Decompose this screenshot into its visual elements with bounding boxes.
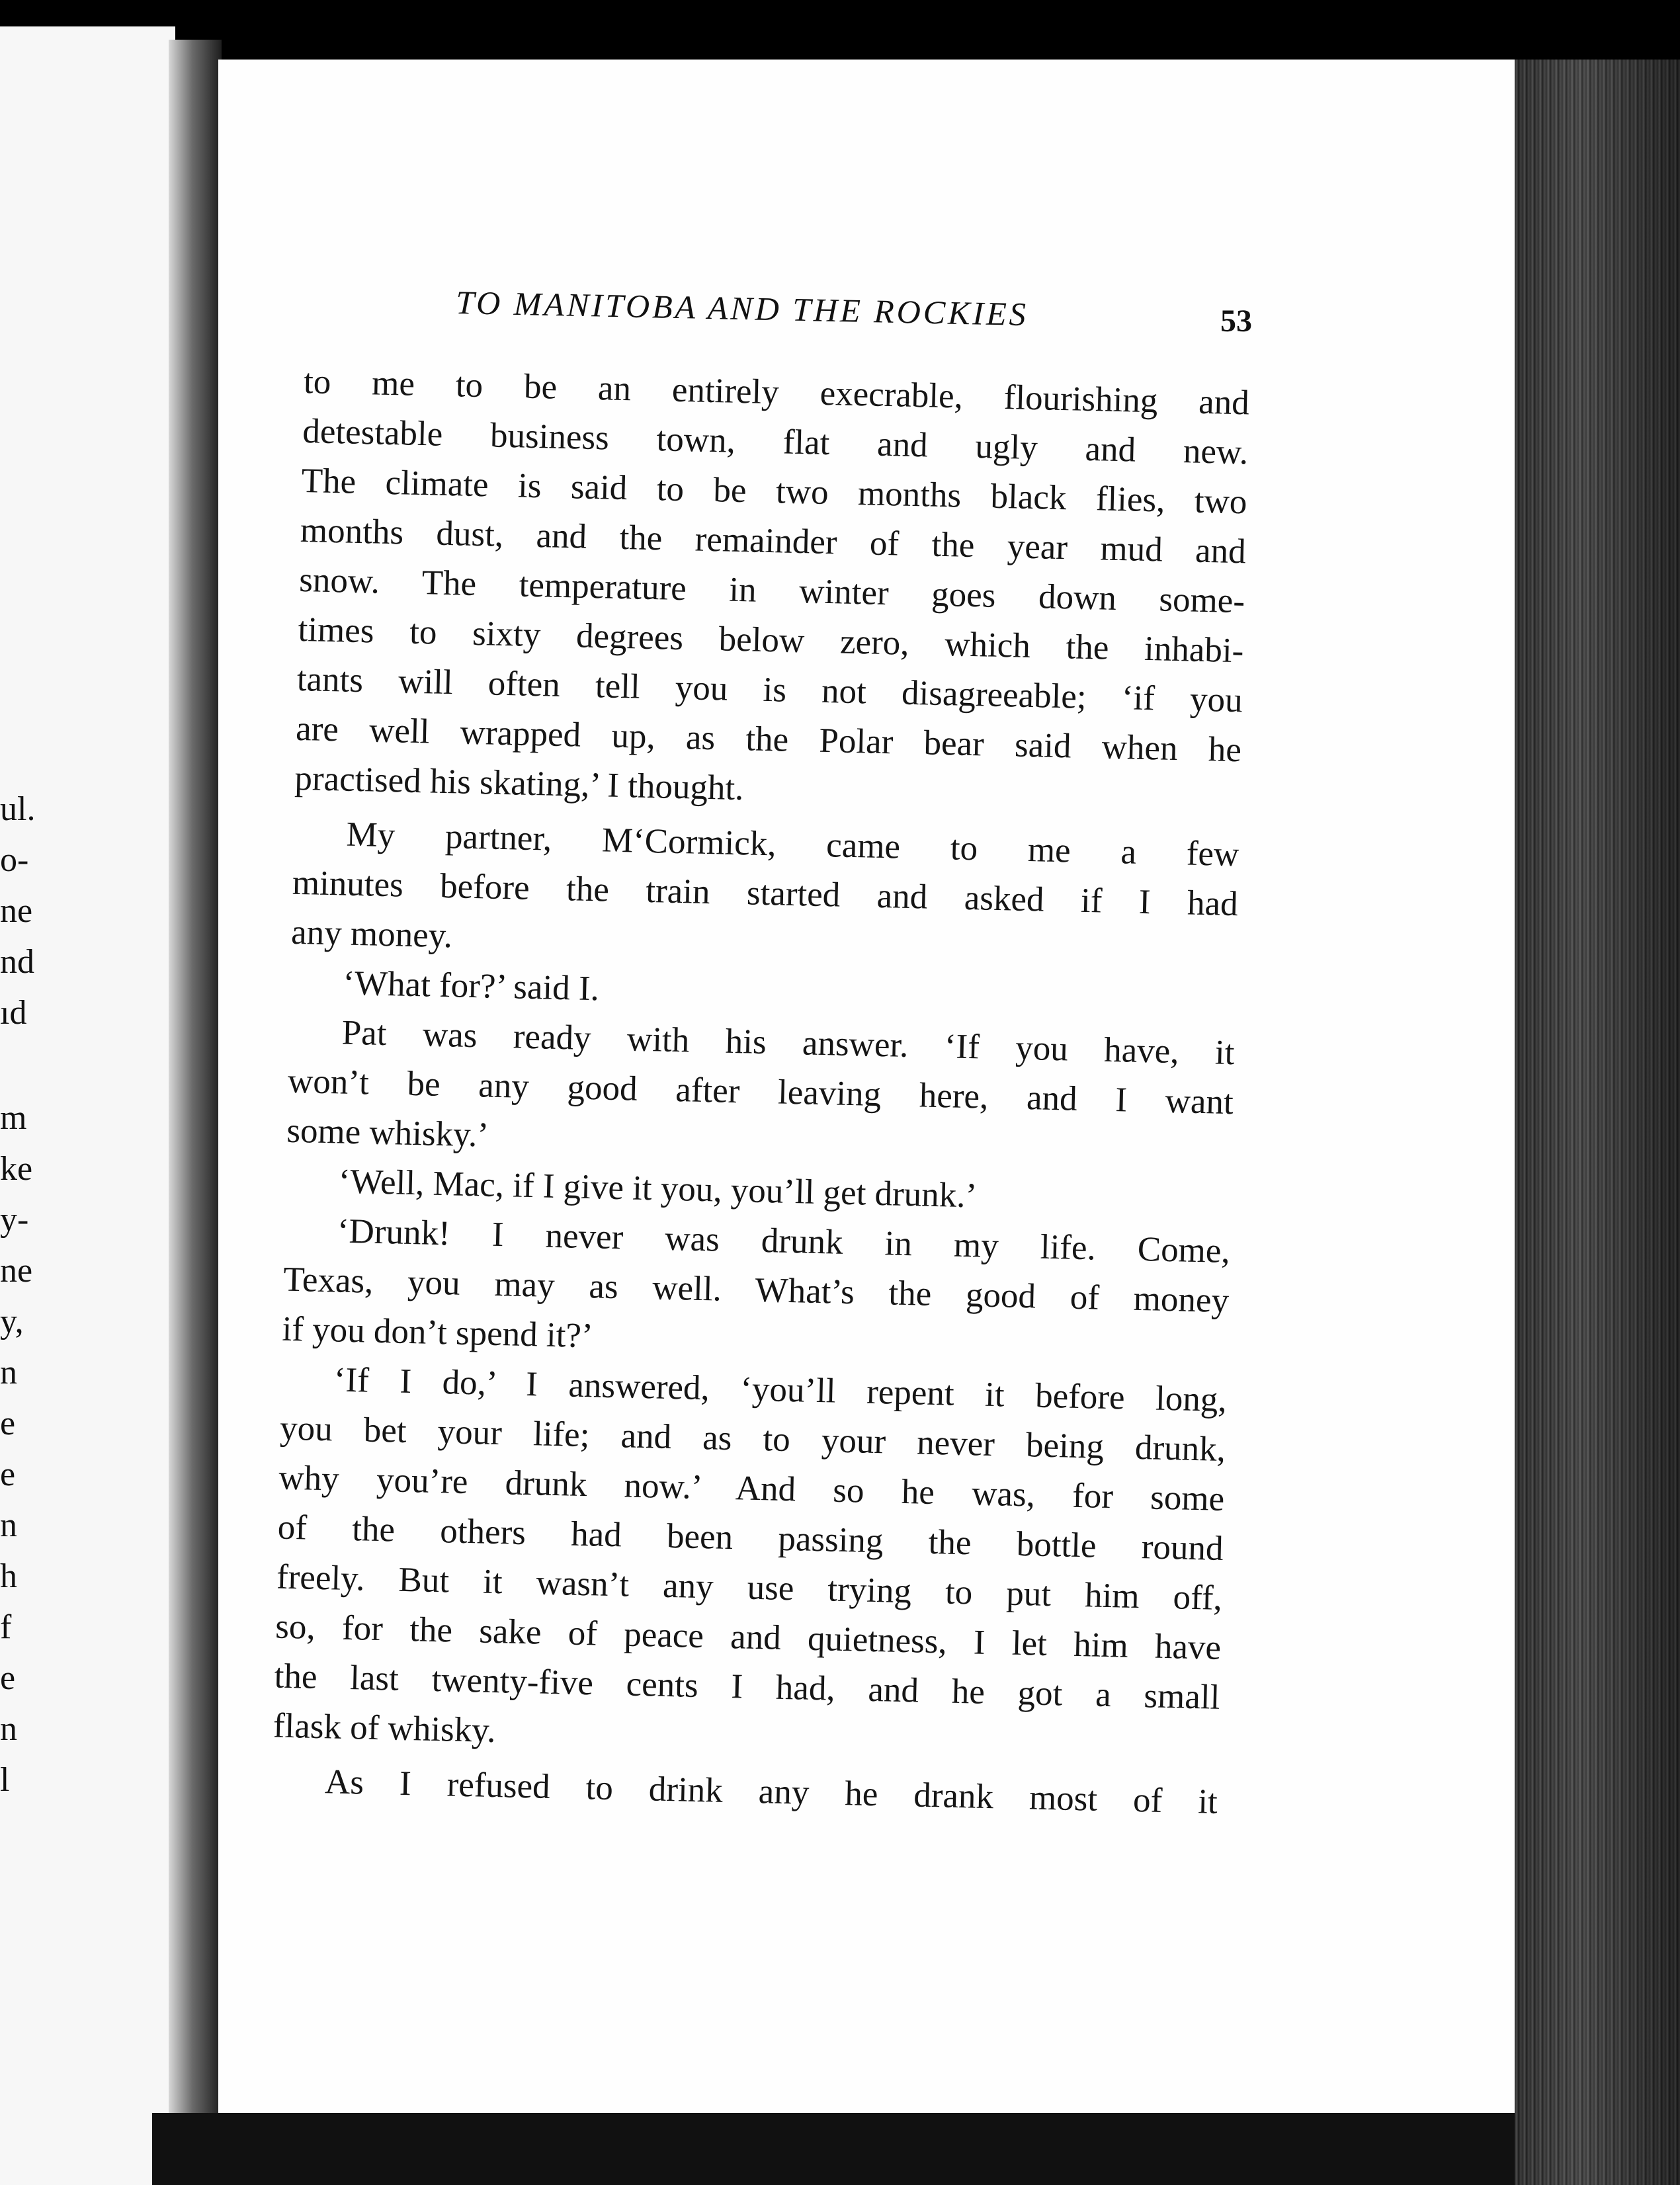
text-line: if you don’t spend it?’ (281, 1309, 594, 1356)
text-line: of the others had been passing the bottle round (277, 1508, 1224, 1568)
text-line: snow. The temperature in winter goes down some- (298, 560, 1245, 621)
facing-page-fragment: y, (0, 1303, 24, 1340)
text-line: My partner, M‘Cormick, came to me a few (345, 815, 1239, 874)
text-line: the last twenty-five cents I had, and he got a small (274, 1657, 1221, 1717)
page-edges (1515, 60, 1680, 2185)
text-line: some whisky.’ (286, 1111, 489, 1155)
text-line: ‘What for?’ said I. (342, 964, 600, 1009)
text-line: any money. (290, 913, 453, 956)
text-line: ‘If I do,’ I answered, ‘you’ll repent it before long, (333, 1360, 1228, 1420)
text-line: minutes before the train started and asked if I had (292, 863, 1239, 924)
facing-page-fragment: l (0, 1761, 10, 1799)
facing-page-fragment: e (0, 1659, 16, 1697)
facing-page-fragment: o- (0, 841, 29, 879)
text-line: so, for the sake of peace and quietness, I let him have (274, 1607, 1222, 1667)
facing-page-fragment: n (0, 1710, 17, 1748)
text-line: won’t be any good after leaving here, and I want (287, 1061, 1234, 1122)
page-number: 53 (1220, 304, 1252, 339)
text-line: why you’re drunk now.’ And so he was, for some (278, 1458, 1225, 1518)
facing-page-fragment: n (0, 1354, 17, 1391)
book-gutter (169, 40, 222, 2163)
text-line: The climate is said to be two months black flies, two (301, 461, 1248, 522)
text-line: flask of whisky. (273, 1706, 497, 1751)
facing-page-fragment: ke (0, 1150, 33, 1188)
facing-page-fragment: ne (0, 892, 33, 930)
scan-top-border (0, 0, 1680, 40)
text-line: months dust, and the remainder of the year mud and (300, 511, 1247, 571)
text-line: Pat was ready with his answer. ‘If you have, it (341, 1013, 1236, 1073)
facing-page-fragment: m (0, 1099, 27, 1137)
running-head: TO MANITOBA AND THE ROCKIES (455, 283, 1029, 333)
facing-page-fragment: y- (0, 1201, 29, 1239)
text-line: tants will often tell you is not disagreeable; ‘if you (296, 659, 1243, 720)
body-text (271, 357, 1249, 1827)
text-line: you bet your life; and as to your never being drunk, (279, 1409, 1226, 1469)
facing-page-fragment: ıd (0, 994, 27, 1032)
text-line: Texas, you may as well. What’s the good of money (282, 1260, 1230, 1321)
text-line: ‘Well, Mac, if I give it you, you’ll get drunk.’ (338, 1162, 978, 1216)
text-line: to me to be an entirely execrable, flourishing and (303, 362, 1250, 423)
facing-page-fragment: n (0, 1506, 17, 1544)
facing-page-fragment: h (0, 1557, 17, 1595)
scan-bottom-border (152, 2113, 1548, 2185)
text-line: ‘Drunk! I never was drunk in my life. Come, (337, 1212, 1231, 1271)
text-line: freely. But it wasn’t any use trying to put him off, (276, 1557, 1223, 1618)
facing-page-fragment: e (0, 1405, 16, 1442)
facing-page-fragment: ul. (0, 790, 36, 828)
text-line: are well wrapped up, as the Polar bear said when he (295, 709, 1242, 770)
text-line: times to sixty degrees below zero, which the inhabi- (297, 610, 1244, 671)
text-line: practised his skating,’ I thought. (294, 759, 745, 808)
facing-page-fragment: e (0, 1456, 16, 1493)
text-line: detestable business town, flat and ugly and new. (302, 411, 1249, 472)
facing-page-fragment: f (0, 1608, 12, 1646)
facing-page-fragment: nd (0, 943, 34, 981)
text-line: As I refused to drink any he drank most of it (324, 1762, 1218, 1821)
facing-page-fragment: ne (0, 1252, 33, 1290)
